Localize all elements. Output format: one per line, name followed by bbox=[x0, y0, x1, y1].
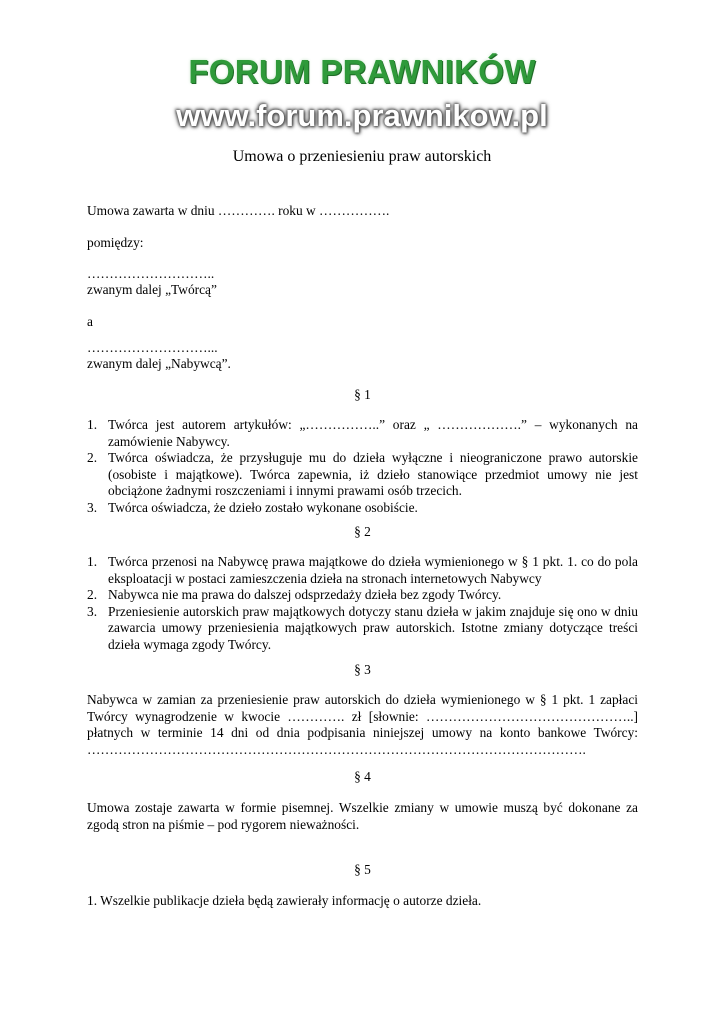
list-item-text: Twórca jest autorem artykułów: „……………..” oraz „ ……………….” – wykonanych na zamówienie Nabywcy. bbox=[108, 417, 638, 449]
section-5-paragraph: 1. Wszelkie publikacje dzieła będą zawierały informację o autorze dzieła. bbox=[87, 893, 482, 908]
section-2-heading: § 2 bbox=[354, 524, 371, 539]
list-item-text: Nabywca nie ma prawa do dalszej odsprzedaży dzieła bez zgody Twórcy. bbox=[108, 587, 502, 602]
party2-dots: ………………………... bbox=[87, 340, 218, 355]
section-4-heading: § 4 bbox=[354, 769, 371, 784]
section-3-heading: § 3 bbox=[354, 662, 371, 677]
list-item-text: Twórca oświadcza, że dzieło zostało wykonane osobiście. bbox=[108, 499, 418, 515]
section-1-list bbox=[87, 417, 638, 516]
list-item-text: Twórca przenosi na Nabywcę prawa majątkowe do dzieła wymienionego w § 1 pkt. 1. co do pola eksploatacji w postaci zamieszczenia dzieła na stronach internetowych Nabywcy bbox=[108, 554, 638, 586]
logo-title: FORUM PRAWNIKÓW bbox=[188, 53, 536, 90]
list-item bbox=[87, 417, 638, 450]
section-5-heading: § 5 bbox=[354, 862, 371, 877]
list-item bbox=[87, 500, 638, 517]
list-item-number: 2. bbox=[87, 587, 98, 602]
party2-label: zwanym dalej „Nabywcą”. bbox=[87, 356, 231, 371]
between-label: pomiędzy: bbox=[87, 235, 144, 250]
list-item bbox=[87, 587, 638, 604]
and-label: a bbox=[87, 314, 93, 329]
section-1-heading: § 1 bbox=[354, 387, 371, 402]
logo-url: www.forum.prawnikow.pl bbox=[176, 98, 548, 133]
list-item bbox=[87, 604, 638, 654]
list-item-number: 1. bbox=[87, 417, 98, 432]
list-item-number: 3. bbox=[87, 499, 98, 515]
party1-label: zwanym dalej „Twórcą” bbox=[87, 282, 217, 297]
list-item bbox=[87, 554, 638, 587]
list-item bbox=[87, 450, 638, 500]
list-item-number: 1. bbox=[87, 554, 98, 569]
list-item-number: 3. bbox=[87, 603, 98, 619]
section-3-paragraph: Nabywca w zamian za przeniesienie praw autorskich do dzieła wymienionego w § 1 pkt. 1 zapłaci Twórcy wynagrodzenie w kwocie …………. zł [słownie: ………………………………………..] płatnych w terminie 14 dni od dnia podpisania niniejszej umowy na konto bankowe Twórcy: …………………………………………………………………………………………………. bbox=[87, 692, 638, 757]
intro-line: Umowa zawarta w dniu …………. roku w ……………. bbox=[87, 203, 390, 218]
list-item-number: 2. bbox=[87, 450, 98, 465]
forum-prawnikow-logo bbox=[0, 52, 724, 134]
list-item-text: Przeniesienie autorskich praw majątkowych dotyczy stanu dzieła w jakim znajduje się ono w dniu zawarcia umowy przeniesienia majątkowych praw autorskich. Istotne zmiany dotyczące treści dzieła wymaga zgody Twórcy. bbox=[108, 603, 638, 652]
list-item-text: Twórca oświadcza, że przysługuje mu do dzieła wyłączne i nieograniczone prawo autorskie (osobiste i majątkowe). Twórca zapewnia, iż dzieło stanowiące przedmiot umowy nie jest obciążone żadnymi roszczeniami i innymi prawami osób trzecich. bbox=[108, 450, 638, 498]
section-2-list bbox=[87, 554, 638, 653]
party1-dots: ……………………….. bbox=[87, 266, 215, 281]
document-title: Umowa o przeniesieniu praw autorskich bbox=[232, 148, 492, 165]
section-4-paragraph: Umowa zostaje zawarta w formie pisemnej. Wszelkie zmiany w umowie muszą być dokonane za zgodą stron na piśmie – pod rygorem nieważności. bbox=[87, 800, 638, 832]
